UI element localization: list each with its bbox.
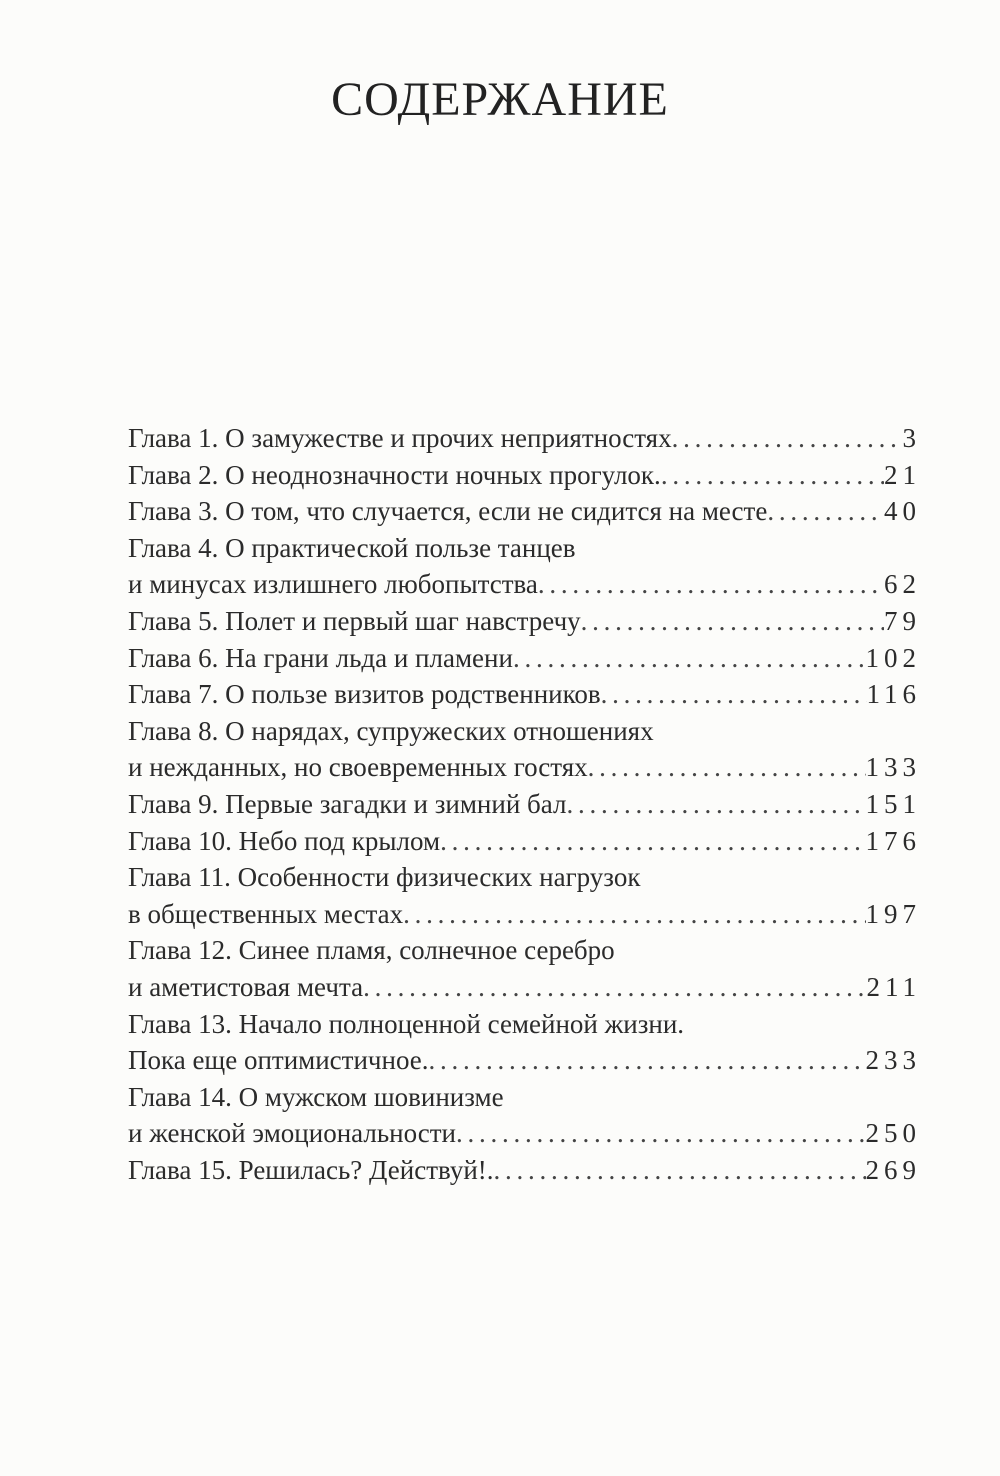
- toc-entry[interactable]: [128, 1152, 921, 1189]
- toc-entry[interactable]: [128, 1006, 921, 1079]
- dot-leader: [767, 493, 884, 530]
- chapter-title: Глава 9. Первые загадки и зимний бал: [128, 788, 567, 819]
- page-number: 62: [884, 569, 921, 600]
- dot-leader: [456, 1115, 865, 1152]
- chapter-title: Глава 4. О практической пользе танцев: [128, 532, 576, 563]
- toc-entry-line: [128, 786, 921, 823]
- toc-entry-line: [128, 1006, 916, 1043]
- toc-entry-line: [128, 932, 916, 969]
- page-number: 21: [884, 459, 921, 490]
- toc-entry-line: [128, 969, 921, 1006]
- page-number: 250: [865, 1118, 921, 1149]
- chapter-title: Глава 8. О нарядах, супружеских отношениях: [128, 715, 654, 746]
- dot-leader: [513, 640, 866, 677]
- chapter-title: и минусах излишнего любопытства: [128, 569, 538, 600]
- page-number: 197: [865, 898, 921, 929]
- chapter-title: и нежданных, но своевременных гостях: [128, 752, 588, 783]
- toc-entry[interactable]: [128, 823, 921, 860]
- page-number: 211: [866, 971, 921, 1002]
- chapter-title: Глава 14. О мужском шовинизме: [128, 1081, 504, 1112]
- toc-entry-line: [128, 859, 916, 896]
- chapter-title: и аметистовая мечта: [128, 971, 364, 1002]
- chapter-title: в общественных местах: [128, 898, 404, 929]
- chapter-title: Глава 11. Особенности физических нагрузок: [128, 862, 641, 893]
- dot-leader: [581, 603, 884, 640]
- toc-entry[interactable]: [128, 457, 921, 494]
- page-number: 133: [865, 752, 921, 783]
- toc-entry-line: [128, 1152, 921, 1189]
- chapter-title: Глава 7. О пользе визитов родственников: [128, 679, 601, 710]
- page-number: 102: [865, 642, 921, 673]
- dot-leader: [494, 1152, 866, 1189]
- toc-entry-line: [128, 1115, 921, 1152]
- toc-entry[interactable]: [128, 713, 921, 786]
- toc-entry-line: [128, 1042, 921, 1079]
- page-number: 40: [884, 496, 921, 527]
- chapter-title: Глава 15. Решилась? Действуй!.: [128, 1154, 494, 1185]
- chapter-title: и женской эмоциональности: [128, 1118, 457, 1149]
- chapter-title: Глава 1. О замужестве и прочих неприятностях: [128, 423, 672, 453]
- toc-entry[interactable]: [128, 493, 921, 530]
- toc-entry-line: [128, 530, 916, 567]
- toc-entry-line: [128, 420, 921, 457]
- toc-entry-line: [128, 493, 921, 530]
- chapter-title: Глава 3. О том, что случается, если не сидится на месте: [128, 496, 768, 527]
- chapter-title: Пока еще оптимистичное.: [128, 1045, 429, 1076]
- chapter-title: Глава 5. Полет и первый шаг навстречу: [128, 605, 581, 636]
- dot-leader: [588, 749, 866, 786]
- dot-leader: [363, 969, 866, 1006]
- toc-entry[interactable]: [128, 932, 921, 1005]
- toc-entry-line: [128, 896, 921, 933]
- toc-entry-line: [128, 676, 921, 713]
- toc-entry-line: [128, 823, 921, 860]
- toc-entry[interactable]: [128, 530, 921, 603]
- toc-entry-line: [128, 640, 921, 677]
- page-title: СОДЕРЖАНИЕ: [331, 73, 669, 126]
- page-number: 269: [865, 1154, 921, 1185]
- toc-entry-line: [128, 603, 921, 640]
- dot-leader: [440, 823, 865, 860]
- chapter-title: Глава 6. На грани льда и пламени: [128, 642, 513, 673]
- chapter-title: Глава 12. Синее пламя, солнечное серебро: [128, 935, 615, 966]
- dot-leader: [661, 457, 884, 494]
- dot-leader: [429, 1042, 866, 1079]
- toc-entry-line: [128, 457, 921, 494]
- dot-leader: [601, 676, 867, 713]
- page-number: 3: [902, 423, 921, 453]
- toc-entry[interactable]: [128, 640, 921, 677]
- toc-entry[interactable]: [128, 603, 921, 640]
- dot-leader: [538, 566, 884, 603]
- chapter-title: Глава 13. Начало полноценной семейной жизни.: [128, 1008, 685, 1039]
- dot-leader: [403, 896, 865, 933]
- toc-entry[interactable]: [128, 420, 921, 457]
- toc-entry-line: [128, 749, 921, 786]
- page-number: 233: [865, 1045, 921, 1076]
- page-number: 176: [865, 825, 921, 856]
- toc-entry[interactable]: [128, 786, 921, 823]
- toc-entry[interactable]: [128, 1079, 921, 1152]
- page-number: 151: [865, 788, 921, 819]
- page-number: 79: [884, 605, 921, 636]
- chapter-title: Глава 2. О неоднозначности ночных прогулок.: [128, 459, 661, 490]
- toc-entry[interactable]: [128, 676, 921, 713]
- page-number: 116: [866, 679, 921, 710]
- dot-leader: [672, 420, 903, 457]
- toc-entry-line: [128, 713, 916, 750]
- toc-entry-line: [128, 566, 921, 603]
- table-of-contents: [128, 420, 921, 1188]
- toc-entry[interactable]: [128, 859, 921, 932]
- chapter-title: Глава 10. Небо под крылом: [128, 825, 441, 856]
- dot-leader: [566, 786, 865, 823]
- toc-entry-line: [128, 1079, 916, 1116]
